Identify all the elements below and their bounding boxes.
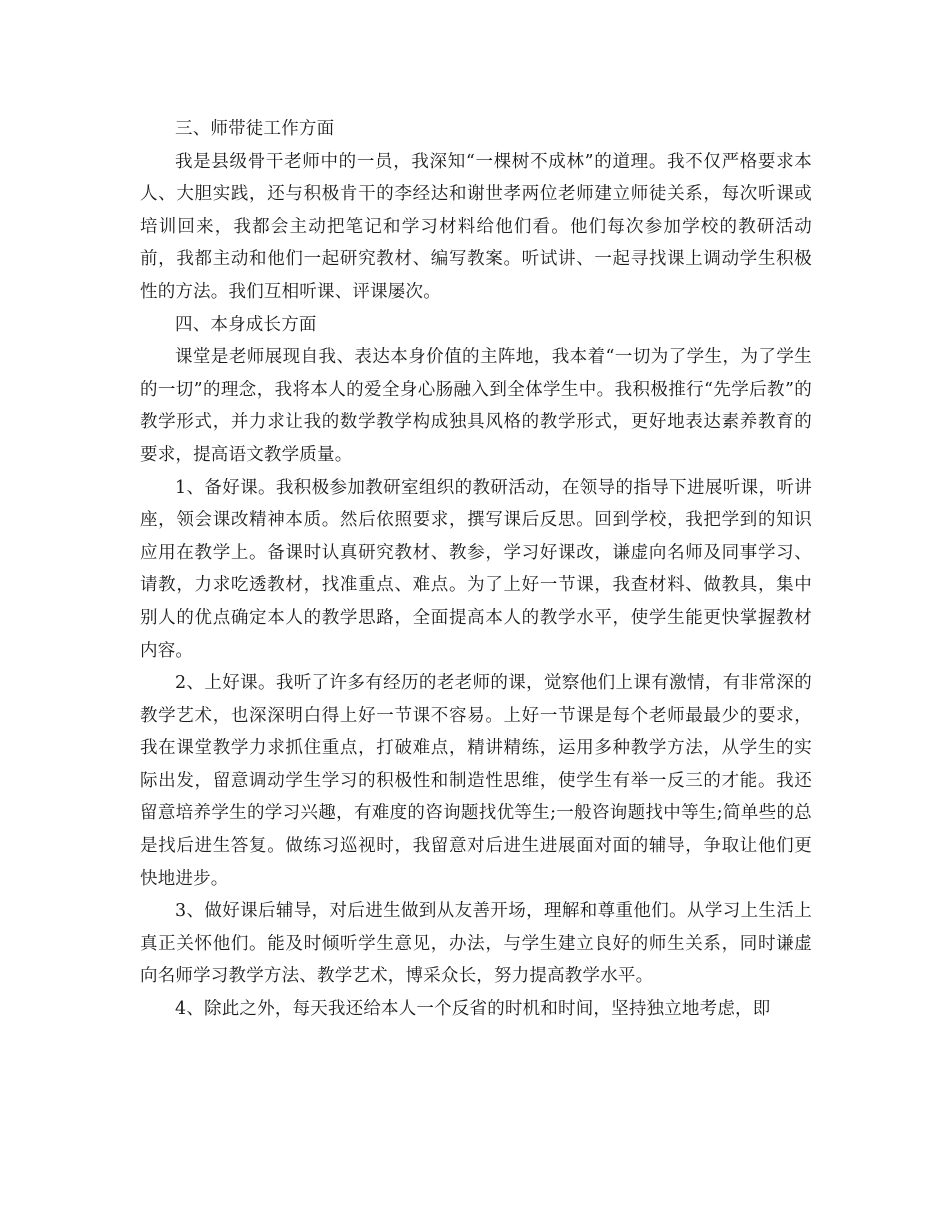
paragraph-tutoring: 3、做好课后辅导，对后进生做到从友善开场，理解和尊重他们。从学习上生活上真正关怀他们。能及时倾听学生意见，办法，与学生建立良好的师生关系，同时谦虚向名师学习教学方法、教学艺术，博采众长，努力提高教学水平。 <box>140 901 812 987</box>
paragraph-reflection: 4、除此之外，每天我还给本人一个反省的时机和时间，坚持独立地考虑，即 <box>175 999 771 1020</box>
paragraph-mentoring: 我是县级骨干老师中的一员，我深知“一棵树不成林”的道理。我不仅严格要求本人、大胆实践，还与积极肯干的李经达和谢世孝两位老师建立师徒关系，每次听课或培训回来，我都会主动把笔记和学习材料给他们看。他们每次参加学校的教研活动前，我都主动和他们一起研究教材、编写教案。听试讲、一起寻找课上调动学生积极性的方法。我们互相听课、评课屡次。 <box>140 151 812 302</box>
paragraph-teaching: 2、上好课。我听了许多有经历的老老师的课，觉察他们上课有激情，有非常深的教学艺术，也深深明白得上好一节课不容易。上好一节课是每个老师最最少的要求，我在课堂教学力求抓住重点，打破难点，精讲精练，运用多种教学方法，从学生的实际出发，留意调动学生学习的积极性和制造性思维，使学生有举一反三的才能。我还留意培养学生的学习兴趣，有难度的咨询题找优等生;一般咨询题找中等生;简单些的总是找后进生答复。做练习巡视时，我留意对后进生进展面对面的辅导，争取让他们更快地进步。 <box>140 673 812 889</box>
section-heading-self-growth: 四、本身成长方面 <box>175 314 317 335</box>
document-body <box>140 113 812 1026</box>
section-heading-mentoring: 三、师带徒工作方面 <box>175 119 335 139</box>
paragraph-lesson-prep: 1、备好课。我积极参加教研室组织的教研活动，在领导的指导下进展听课，听讲座，领会课改精神本质。然后依照要求，撰写课后反思。回到学校，我把学到的知识应用在教学上。备课时认真研究教材、教参，学习好课改，谦虚向名师及同事学习、请教，力求吃透教材，找准重点、难点。为了上好一节课，我查材料、做教具，集中别人的优点确定本人的教学思路，全面提高本人的教学水平，使学生能更快掌握教材内容。 <box>140 477 812 661</box>
paragraph-classroom: 课堂是老师展现自我、表达本身价值的主阵地，我本着“一切为了学生，为了学生的一切”的理念，我将本人的爱全身心肠融入到全体学生中。我积极推行“先学后教”的教学形式，并力求让我的数学教学构成独具风格的教学形式，更好地表达素养教育的要求，提高语文教学质量。 <box>140 347 812 465</box>
